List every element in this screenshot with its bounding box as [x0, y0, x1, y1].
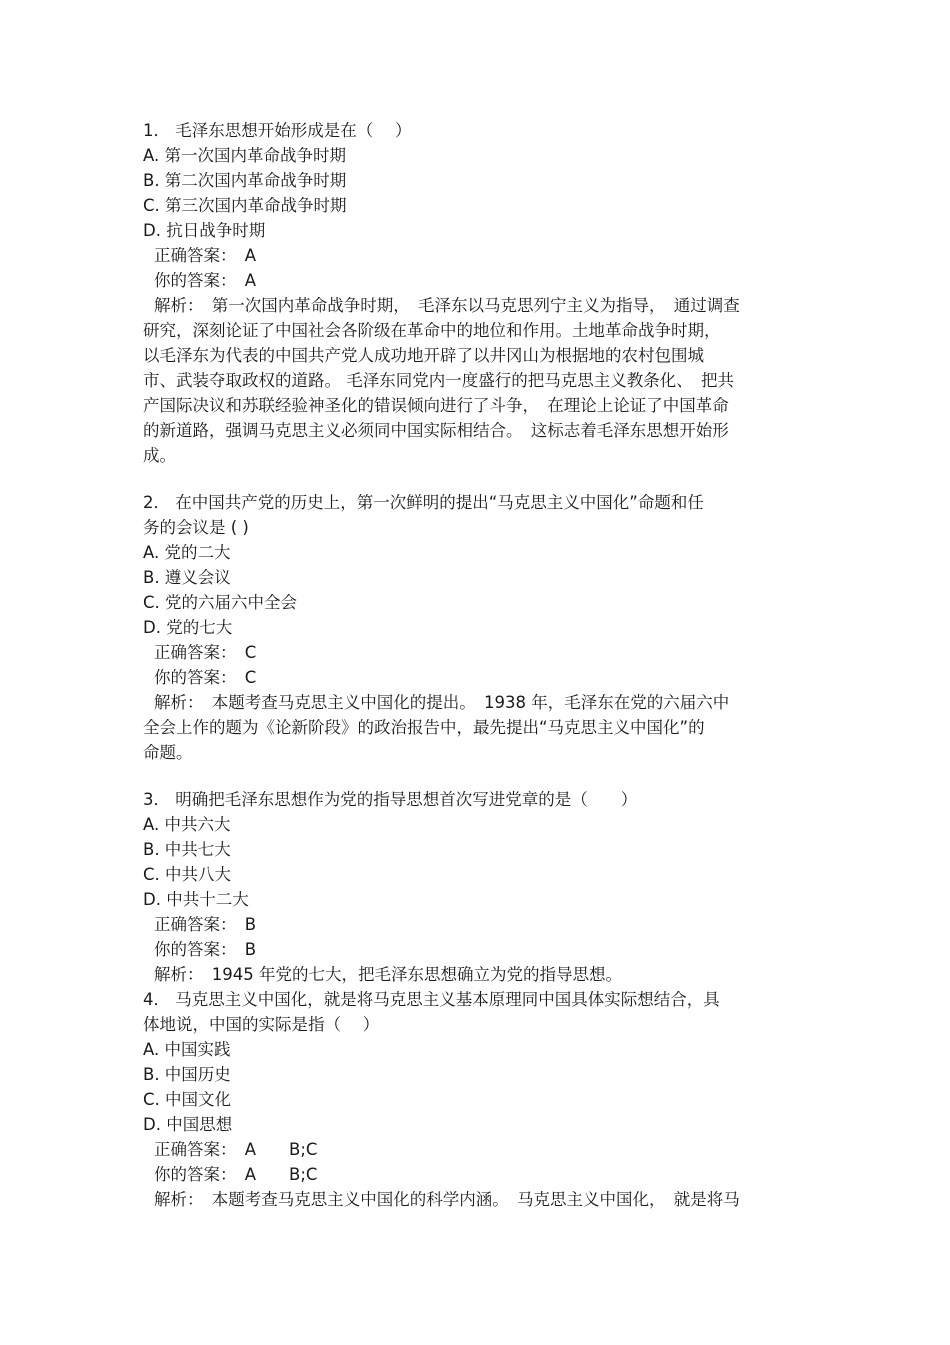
- question-stem: 体地说，中国的实际是指（ ）: [143, 1015, 380, 1034]
- quiz-content: [143, 118, 823, 1212]
- analysis-line: 研究，深刻论证了中国社会各阶级在革命中的地位和作用。土地革命战争时期，: [143, 321, 721, 340]
- option-a: A. 中共六大: [143, 815, 231, 834]
- option-b: B. 第二次国内革命战争时期: [143, 171, 347, 190]
- analysis-line: 解析： 本题考查马克思主义中国化的科学内涵。 马克思主义中国化， 就是将马: [154, 1190, 740, 1209]
- analysis-line: 的新道路，强调马克思主义必须同中国实际相结合。 这标志着毛泽东思想开始形: [143, 421, 729, 440]
- spacer: [143, 765, 823, 787]
- your-answer: 你的答案： B: [154, 940, 257, 959]
- question-3: [143, 787, 823, 987]
- option-c: C. 中共八大: [143, 865, 232, 884]
- analysis-line: 命题。: [143, 743, 193, 762]
- your-answer: 你的答案： C: [154, 668, 257, 687]
- correct-answer: 正确答案： B: [154, 915, 257, 934]
- analysis-line: 市、武装夺取政权的道路。 毛泽东同党内一度盛行的把马克思主义教条化、 把共: [143, 371, 734, 390]
- option-a: A. 中国实践: [143, 1040, 231, 1059]
- option-c: C. 第三次国内革命战争时期: [143, 196, 347, 215]
- analysis-line: 全会上作的题为《论新阶段》的政治报告中，最先提出“马克思主义中国化”的: [143, 718, 705, 737]
- analysis-line: 解析： 1945 年党的七大，把毛泽东思想确立为党的指导思想。: [154, 965, 622, 984]
- option-b: B. 中共七大: [143, 840, 231, 859]
- option-b: B. 中国历史: [143, 1065, 231, 1084]
- analysis-line: 产国际决议和苏联经验神圣化的错误倾向进行了斗争， 在理论上论证了中国革命: [143, 396, 729, 415]
- option-b: B. 遵义会议: [143, 568, 231, 587]
- option-a: A. 第一次国内革命战争时期: [143, 146, 346, 165]
- analysis-line: 以毛泽东为代表的中国共产党人成功地开辟了以井冈山为根据地的农村包围城: [143, 346, 704, 365]
- question-stem: 1． 毛泽东思想开始形成是在（ ）: [143, 121, 412, 140]
- question-stem: 2． 在中国共产党的历史上，第一次鲜明的提出“马克思主义中国化”命题和任: [143, 493, 704, 512]
- analysis-line: 解析： 本题考查马克思主义中国化的提出。 1938 年，毛泽东在党的六届六中: [154, 693, 730, 712]
- your-answer: 你的答案： A: [154, 271, 257, 290]
- correct-answer: 正确答案： A B;C: [154, 1140, 318, 1159]
- correct-answer: 正确答案： A: [154, 246, 257, 265]
- question-4: [143, 987, 823, 1212]
- option-d: D. 抗日战争时期: [143, 221, 266, 240]
- option-d: D. 党的七大: [143, 618, 233, 637]
- option-d: D. 中国思想: [143, 1115, 233, 1134]
- option-d: D. 中共十二大: [143, 890, 249, 909]
- analysis-line: 成。: [143, 446, 176, 465]
- correct-answer: 正确答案： C: [154, 643, 257, 662]
- question-1: [143, 118, 823, 468]
- question-stem: 务的会议是 ( ): [143, 518, 249, 537]
- option-c: C. 中国文化: [143, 1090, 232, 1109]
- analysis-line: 解析： 第一次国内革命战争时期， 毛泽东以马克思列宁主义为指导， 通过调查: [154, 296, 740, 315]
- question-stem: 4． 马克思主义中国化，就是将马克思主义基本原理同中国具体实际想结合，具: [143, 990, 720, 1009]
- option-c: C. 党的六届六中全会: [143, 593, 298, 612]
- spacer: [143, 468, 823, 490]
- your-answer: 你的答案： A B;C: [154, 1165, 318, 1184]
- question-2: [143, 490, 823, 765]
- question-stem: 3． 明确把毛泽东思想作为党的指导思想首次写进党章的是（ ）: [143, 790, 638, 809]
- option-a: A. 党的二大: [143, 543, 231, 562]
